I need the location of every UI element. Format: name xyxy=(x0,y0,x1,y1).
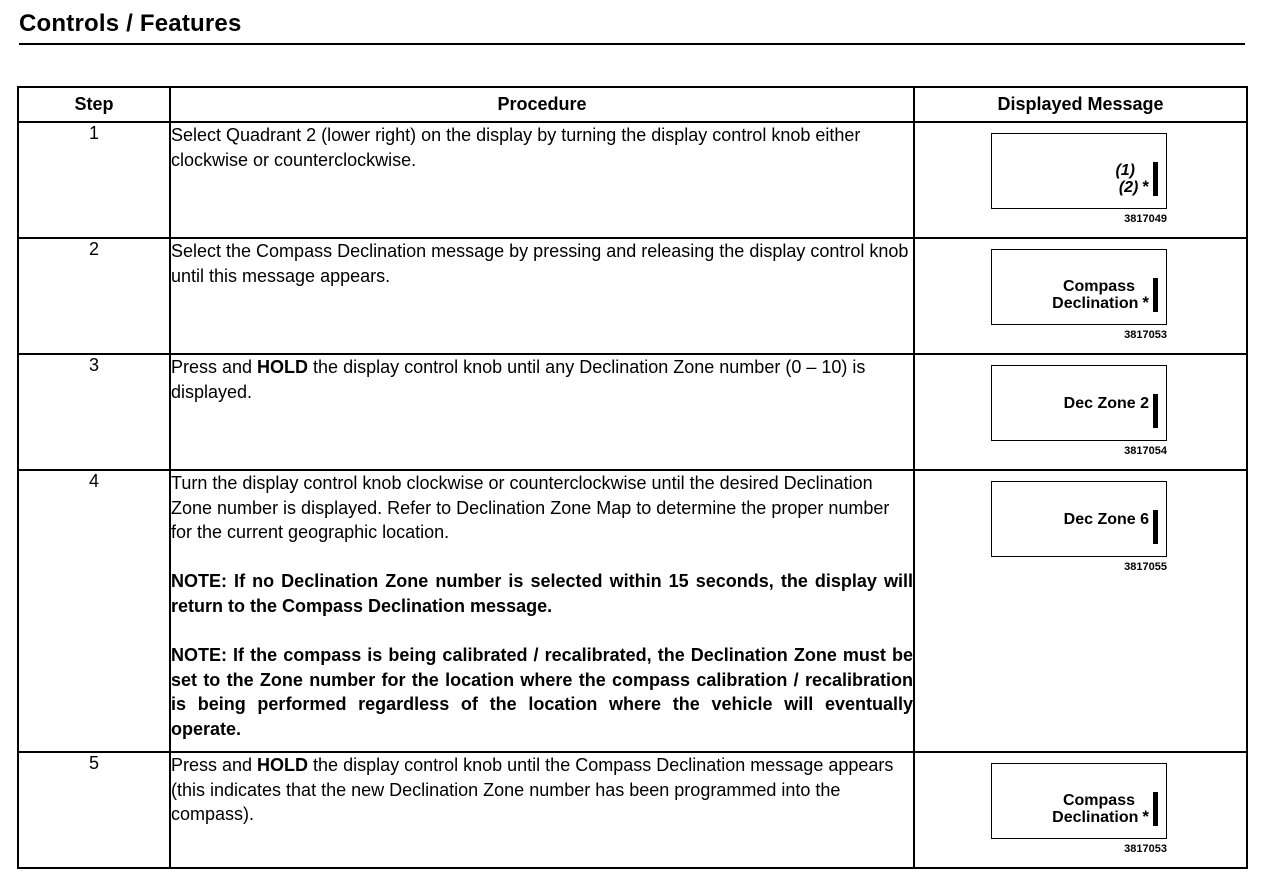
display-line-1: Dec Zone 2 xyxy=(1063,395,1149,412)
procedure-emphasis: HOLD xyxy=(257,755,309,775)
step-number: 1 xyxy=(18,122,170,238)
asterisk-icon: * xyxy=(1142,293,1149,312)
procedure-text xyxy=(170,752,914,868)
procedure-text xyxy=(170,122,914,238)
display-text xyxy=(1052,793,1149,826)
display-line-1: Compass xyxy=(1062,792,1135,809)
display-line-1: (1) xyxy=(1115,162,1135,179)
figure-number: 3817053 xyxy=(1124,843,1167,855)
figure-number: 3817053 xyxy=(1124,329,1167,341)
page-title: Controls / Features xyxy=(19,10,242,37)
header-displayed-message: Displayed Message xyxy=(914,87,1247,122)
display-screen xyxy=(991,365,1167,441)
procedure-text-end: the display control knob until any Declination Zone number (0 – 10) is displayed. xyxy=(171,357,866,402)
header-procedure: Procedure xyxy=(170,87,914,122)
procedure-paragraph xyxy=(171,355,913,404)
table-row xyxy=(18,752,1247,868)
step-number: 2 xyxy=(18,238,170,354)
displayed-message-cell xyxy=(914,354,1247,470)
procedure-text-start: Press and xyxy=(171,357,258,377)
note-paragraph: NOTE: If the compass is being calibrated / recalibrated, the Declination Zone must be set to the Zone number for the location where the compass calibration / recalibration is being performed regardless of the location where the vehicle will eventually operate. xyxy=(171,645,913,739)
display-screen xyxy=(991,763,1167,839)
procedure-text-start: Press and xyxy=(171,755,258,775)
table-row xyxy=(18,470,1247,752)
display-line-1: Dec Zone 6 xyxy=(1063,511,1149,528)
procedure-table xyxy=(17,86,1248,869)
header-step: Step xyxy=(18,87,170,122)
step-number: 3 xyxy=(18,354,170,470)
display-text xyxy=(1115,163,1149,196)
title-rule xyxy=(19,43,1245,45)
procedure-paragraph xyxy=(171,753,913,827)
display-line-2: (2) xyxy=(1118,179,1139,196)
procedure-paragraph: Select Quadrant 2 (lower right) on the display by turning the display control knob either clockwise or counterclockwise. xyxy=(171,125,861,170)
display-bar-icon xyxy=(1153,394,1158,428)
displayed-message-cell xyxy=(914,752,1247,868)
procedure-paragraph: Select the Compass Declination message by pressing and releasing the display control knob until this message appears. xyxy=(171,241,909,286)
display-screen xyxy=(991,249,1167,325)
figure-number: 3817054 xyxy=(1124,445,1167,457)
display-line-2: Declination xyxy=(1052,809,1139,826)
display-screen xyxy=(991,133,1167,209)
display-text xyxy=(1064,512,1149,528)
table-header-row xyxy=(18,87,1247,122)
table-row xyxy=(18,122,1247,238)
displayed-message-cell xyxy=(914,470,1247,752)
table-row xyxy=(18,354,1247,470)
note-paragraph: NOTE: If no Declination Zone number is selected within 15 seconds, the display will return to the Compass Declination message. xyxy=(171,571,913,616)
display-text xyxy=(1052,279,1149,312)
procedure-paragraph: Turn the display control knob clockwise or counterclockwise until the desired Declination Zone number is displayed. Refer to Declination Zone Map to determine the proper number for the current geographic location. xyxy=(171,473,890,543)
procedure-text-end: the display control knob until the Compass Declination message appears (this indicates that the new Declination Zone number has been programmed into the compass). xyxy=(171,755,894,825)
figure-number: 3817049 xyxy=(1124,213,1167,225)
display-text xyxy=(1064,396,1149,412)
display-line-2: Declination xyxy=(1052,295,1139,312)
display-bar-icon xyxy=(1153,278,1158,312)
display-bar-icon xyxy=(1153,792,1158,826)
table-row xyxy=(18,238,1247,354)
display-bar-icon xyxy=(1153,162,1158,196)
asterisk-icon: * xyxy=(1142,177,1149,196)
procedure-text xyxy=(170,470,914,752)
displayed-message-cell xyxy=(914,238,1247,354)
asterisk-icon: * xyxy=(1142,807,1149,826)
displayed-message-cell xyxy=(914,122,1247,238)
display-line-1: Compass xyxy=(1062,278,1135,295)
procedure-emphasis: HOLD xyxy=(257,357,309,377)
step-number: 5 xyxy=(18,752,170,868)
procedure-text xyxy=(170,238,914,354)
procedure-text xyxy=(170,354,914,470)
display-screen xyxy=(991,481,1167,557)
step-number: 4 xyxy=(18,470,170,752)
display-bar-icon xyxy=(1153,510,1158,544)
figure-number: 3817055 xyxy=(1124,561,1167,573)
